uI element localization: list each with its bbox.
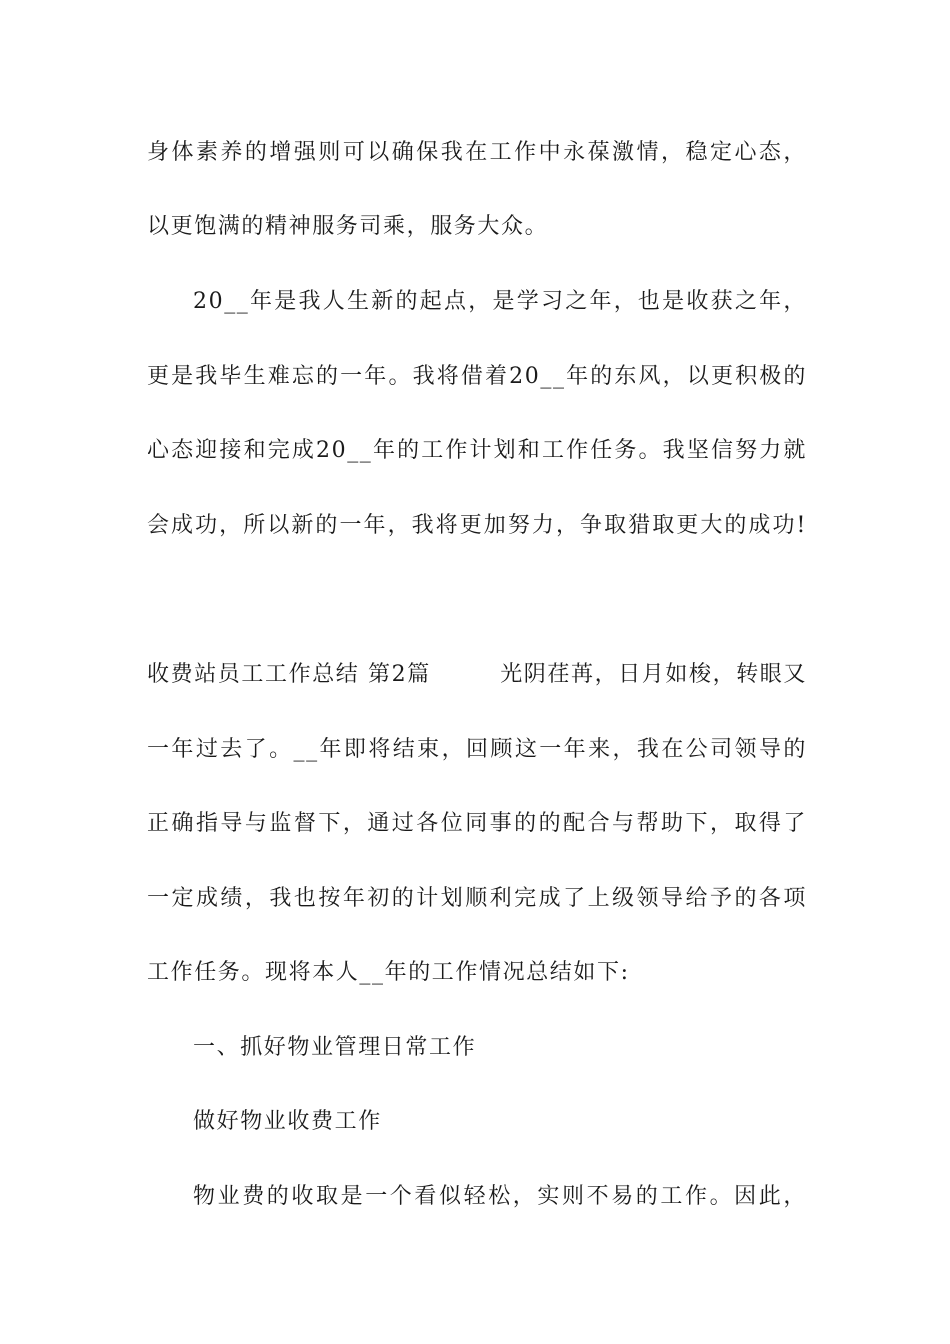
paragraph-line: 会成功，所以新的一年，我将更加努力，争取猎取更大的成功! (147, 513, 807, 538)
paragraph-line: 物业费的收取是一个看似轻松，实则不易的工作。因此， (193, 1184, 807, 1209)
paragraph-line: 一定成绩，我也按年初的计划顺利完成了上级领导给予的各项 (147, 886, 807, 911)
paragraph-line: 以更饱满的精神服务司乘，服务大众。 (147, 214, 549, 239)
paragraph-text: 光阴荏苒，日月如梭，转眼又 (500, 662, 807, 687)
paragraph-line: 正确指导与监督下，通过各位同事的的配合与帮助下，取得了 (147, 811, 807, 836)
section-heading: 一、抓好物业管理日常工作 (193, 1035, 477, 1060)
paragraph-line: 更是我毕生难忘的一年。我将借着20__年的东风，以更积极的 (147, 364, 807, 389)
paragraph-line: 工作任务。现将本人__年的工作情况总结如下: (147, 960, 630, 985)
paragraph-line: 心态迎接和完成20__年的工作计划和工作任务。我坚信努力就 (147, 438, 807, 463)
subsection-heading: 做好物业收费工作 (193, 1109, 382, 1134)
paragraph-line: 20__年是我人生新的起点，是学习之年，也是收获之年， (193, 289, 807, 314)
article-heading: 收费站员工工作总结 第2篇 (147, 662, 431, 687)
paragraph-line: 身体素养的增强则可以确保我在工作中永葆激情，稳定心态， (147, 140, 807, 165)
article-heading-line (147, 660, 807, 690)
paragraph-line: 一年过去了。__年即将结束，回顾这一年来，我在公司领导的 (147, 737, 807, 762)
